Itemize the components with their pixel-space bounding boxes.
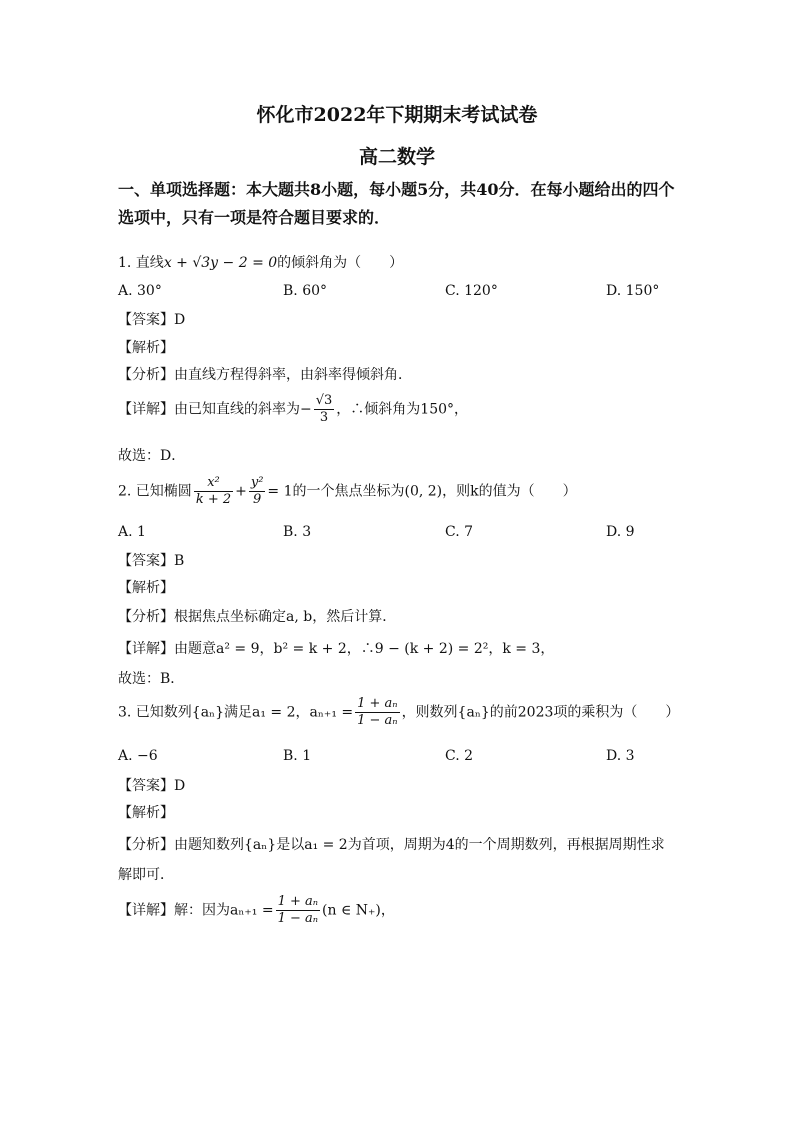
q1-analysis-label: 【解析】 [118,340,174,356]
q1-detail-suffix: ，∴倾斜角为150°， [336,401,469,418]
q1-fenxi: 【分析】由直线方程得斜率，由斜率得倾斜角． [118,367,412,383]
q1-conclusion: 故选：D． [118,448,186,464]
q1-detail: 【详解】由已知直线的斜率为− $\frac{√3}{3}$ ，∴倾斜角为150°， [118,393,469,425]
q2-option-b: B. 3 [283,524,312,540]
q3-option-a: A. −6 [118,748,158,764]
q1-option-a: A. 30° [118,283,162,299]
q1-suffix: 的倾斜角为（ ） [277,255,404,271]
q1-detail-prefix: 【详解】由已知直线的斜率为 [118,401,300,418]
q3-option-b: B. 1 [283,748,312,764]
q3-fenxi-line-2: 解即可． [118,867,174,883]
q3-option-d: D. 3 [606,748,635,764]
q3-detail-fraction: $\frac{\text{1 + aₙ}}{\text{1 − aₙ}}$ [277,894,319,926]
q1-prefix: 1. 直线 [118,255,164,271]
q2-fraction-y: $\frac{\text{y²}}{9}$ [250,475,264,507]
section-heading: 一、单项选择题：本大题共8小题，每小题5分，共40分．在每小题给出的四个选项中，只有一项是符合题目要求的． [118,180,675,227]
q3-answer: 【答案】D [118,778,186,794]
q1-option-c: C. 120° [445,283,498,299]
q3-detail [118,894,395,927]
q2-option-a: A. 1 [118,524,146,540]
q2-answer: 【答案】B [118,553,185,569]
q1-option-b: B. 60° [283,283,328,299]
q2-conclusion: 故选：B． [118,671,185,687]
question-2: 2. 已知椭圆 $\frac{\text{x²}}{k + 2}$ + $\frac{\text{y²}}{9}$ = 1的一个焦点坐标为(0, 2)，则k的值为（ ） [118,475,577,507]
q1-slope-fraction: $\frac{√3}{3}$ [315,393,333,425]
exam-title: 怀化市2022年下期期末考试试卷 [256,104,538,126]
q3-analysis-label: 【解析】 [118,805,174,821]
q3-fenxi-line-1: 【分析】由题知数列{aₙ}是以a₁ = 2为首项，周期为4的一个周期数列，再根据周期性求 [118,837,665,853]
q3-detail-suffix: (n ∈ N₊)， [322,902,395,919]
q3-recurrence-fraction: $\frac{\text{1 + aₙ}}{\text{1 − aₙ}}$ [357,696,398,728]
q1-answer: 【答案】D [118,312,186,328]
q2-option-c: C. 7 [445,524,474,540]
q3-option-c: C. 2 [445,748,474,764]
q2-prefix: 2. 已知椭圆 [118,483,192,500]
q2-analysis-label: 【解析】 [118,580,174,596]
q3-suffix: ，则数列{aₙ}的前2023项的乘积为（ ） [401,704,680,721]
question-1 [118,252,403,272]
q2-fenxi: 【分析】根据焦点坐标确定a, b，然后计算． [118,609,397,625]
exam-subtitle: 高二数学 [358,146,435,168]
q2-fraction-x: $\frac{\text{x²}}{k + 2}$ [195,475,232,507]
q2-option-d: D. 9 [606,524,635,540]
q1-option-d: D. 150° [606,283,660,299]
question-3 [118,696,679,729]
q2-mid: = 1的一个焦点坐标为(0, 2)，则k的值为（ ） [267,483,577,500]
q3-prefix: 3. 已知数列{aₙ}满足a₁ = 2，aₙ₊₁ = [118,704,354,721]
q1-equation: x + √3y − 2 = 0 [163,255,278,271]
q3-detail-prefix: 【详解】解：因为aₙ₊₁ = [118,902,274,919]
q2-detail: 【详解】由题意a² = 9，b² = k + 2，∴9 − (k + 2) = 2²，k = 3， [118,641,555,657]
